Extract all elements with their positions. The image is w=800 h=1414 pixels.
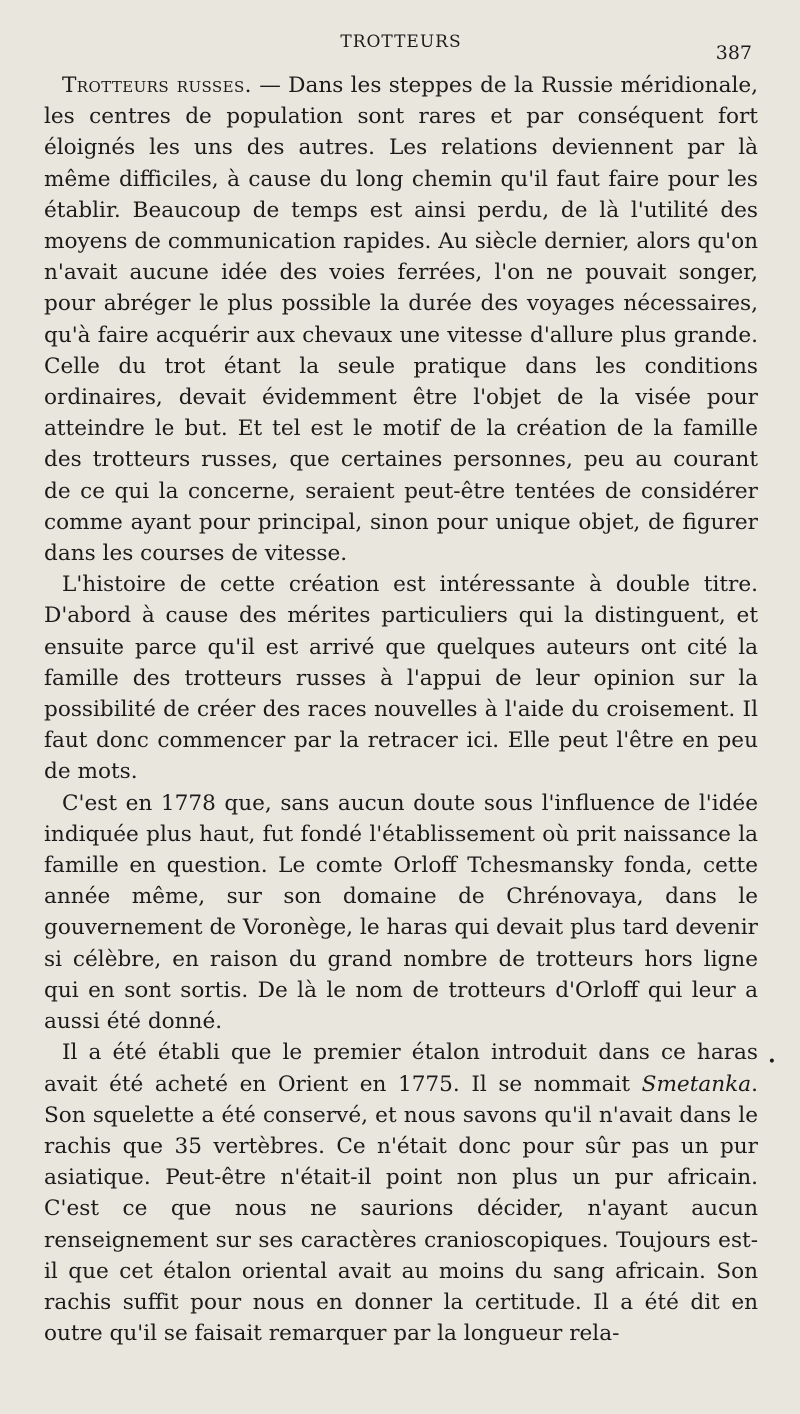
paragraph-4 (44, 1037, 758, 1349)
margin-mark: • (767, 1054, 776, 1070)
horse-name: Smetanka (641, 1071, 752, 1097)
section-lead: Trotteurs russes. (62, 73, 252, 98)
body-text (44, 70, 758, 1349)
paragraph-4-text-start: Il a été établi que le premier étalon introduit dans ce haras avait été acheté en Orient en 1775. Il se nommait (44, 1040, 758, 1097)
paragraph-3: C'est en 1778 que, sans aucun doute sous l'influence de l'idée indiquée plus haut, fut fondé l'établissement où prit naissance la famille en question. Le comte Orloff Tchesmansky fonda, cette année même, sur son domaine de Chrénovaya, dans le gouvernement de Voronège, le haras qui devait plus tard devenir si célèbre, en raison du grand nombre de trotteurs hors ligne qui en sont sortis. De là le nom de trotteurs d'Orloff qui leur a aussi été donné. (44, 790, 758, 1035)
paragraph-2: L'histoire de cette création est intéressante à double titre. D'abord à cause des mérites particuliers qui la distinguent, et ensuite parce qu'il est arrivé que quelques auteurs ont cité la famille des trotteurs russes à l'appui de leur opinion sur la possibilité de créer des races nouvelles à l'aide du croisement. Il faut donc commencer par la retracer ici. Elle peut l'être en peu de mots. (44, 572, 758, 785)
page-header (44, 30, 758, 70)
paragraph-1-text: — Dans les steppes de la Russie méridionale, les centres de population sont rares et par conséquent fort éloignés les uns des autres. Les relations deviennent par là même difficiles, à cause du long chemin qu'il faut faire pour les établir. Beaucoup de temps est ainsi perdu, de là l'utilité des moyens de communication rapides. Au siècle dernier, alors qu'on n'avait aucune idée des voies ferrées, l'on ne pouvait songer, pour abréger le plus possible la durée des voyages nécessaires, qu'à faire acquérir aux chevaux une vitesse d'allure plus grande. Celle du trot étant la seule pratique dans les conditions ordinaires, devait évidemment être l'objet de la visée pour atteindre le but. Et tel est le motif de la création de la famille des trotteurs russes, que certaines personnes, peu au courant de ce qui la concerne, seraient peut-être tentées de considérer comme ayant pour principal, sinon pour unique objet, de figurer dans les courses de vitesse. (44, 73, 759, 567)
paragraph-1 (44, 70, 758, 569)
page-number: 387 (715, 42, 752, 64)
paragraph-4-text-end: . Son squelette a été conservé, et nous savons qu'il n'avait dans le rachis que 35 vertèbres. Ce n'était donc pour sûr pas un pur asiatique. Peut-être n'était-il point non plus un pur africain. C'est ce que nous ne saurions décider, n'ayant aucun renseignement sur ses caractères cranioscopiques. Toujours est-il que cet étalon oriental avait au moins du sang africain. Son rachis suffit pour nous en donner la certitude. Il a été dit en outre qu'il se faisait remarquer par la longueur rela- (44, 1071, 758, 1347)
running-title: TROTTEURS (340, 32, 462, 52)
